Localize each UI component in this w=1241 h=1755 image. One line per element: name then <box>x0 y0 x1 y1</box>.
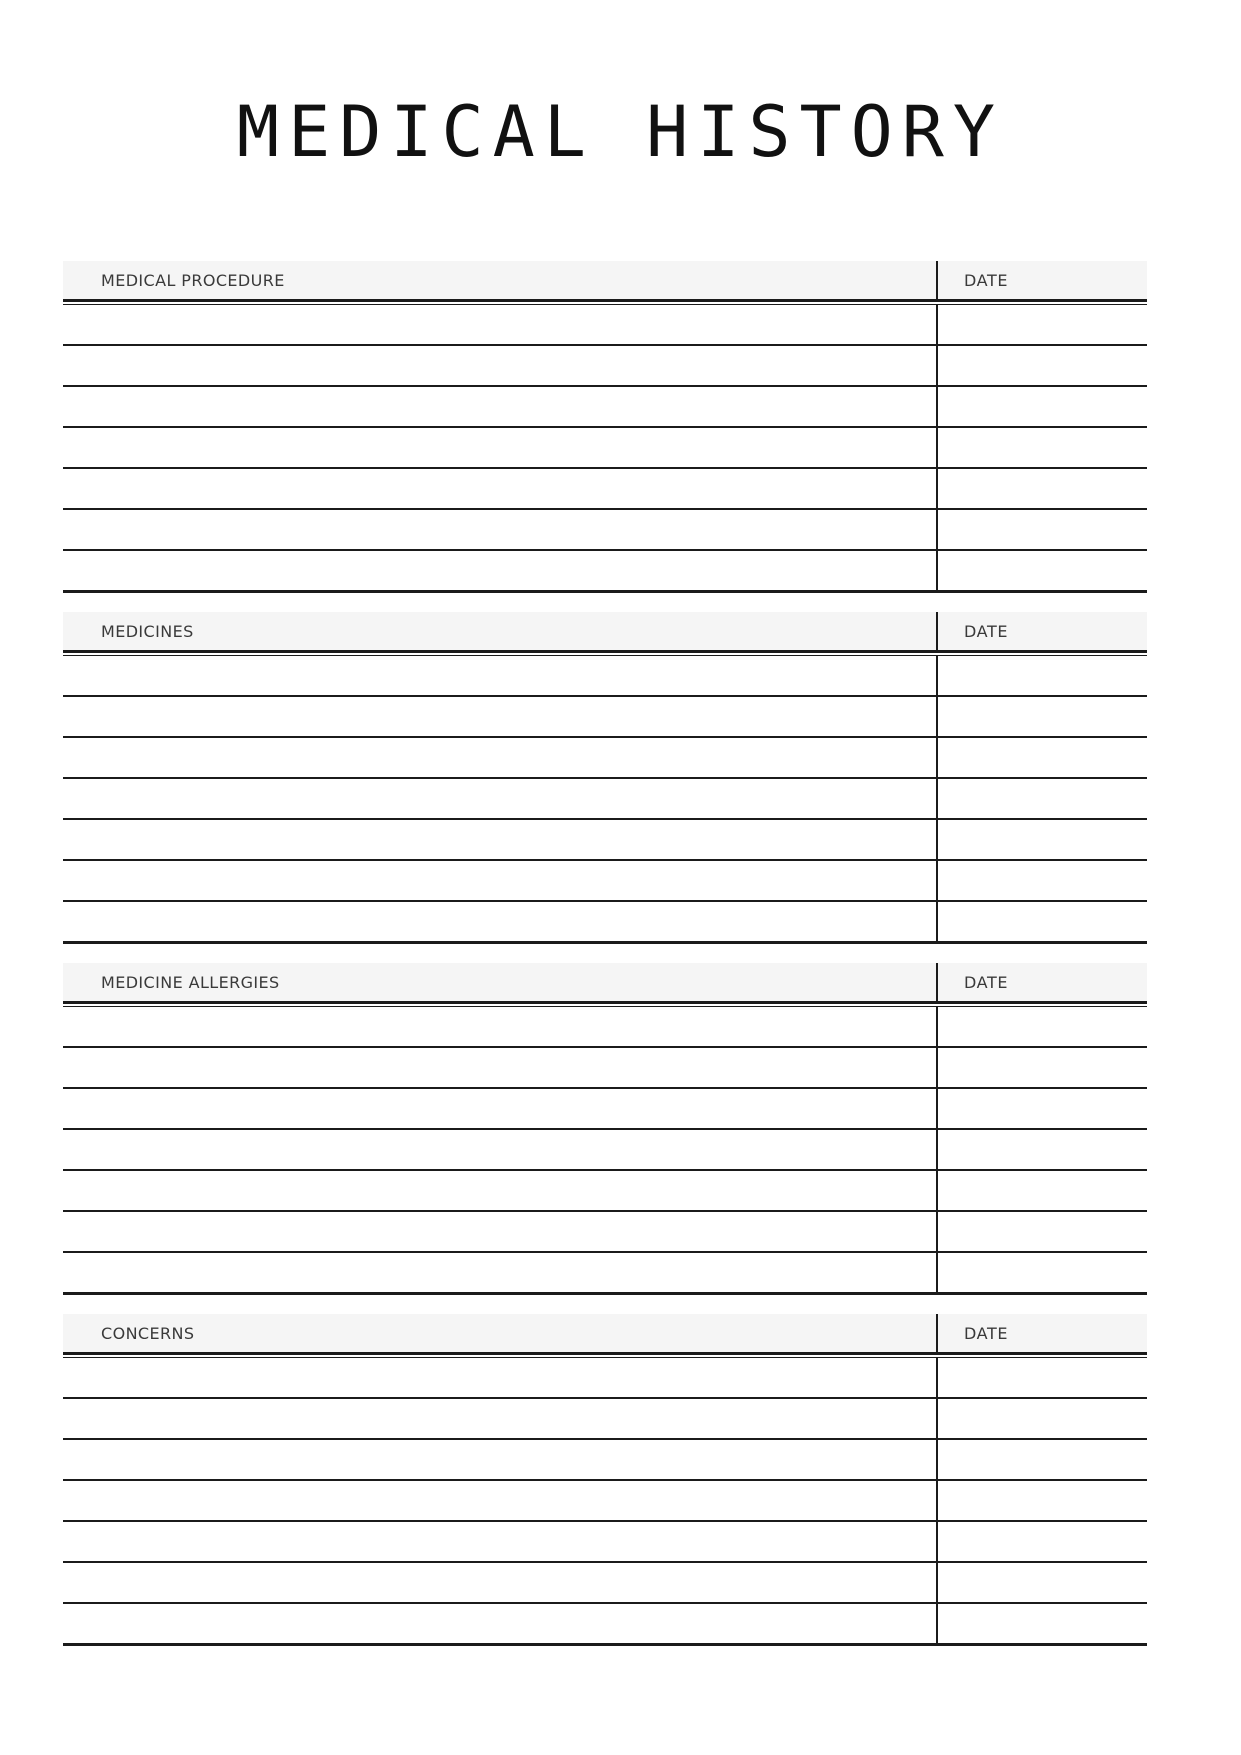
entry-row <box>63 1481 1147 1522</box>
entry-row <box>63 1089 1147 1130</box>
entry-rows <box>63 1357 1147 1646</box>
date-line <box>936 1171 1147 1210</box>
entry-line <box>63 1253 936 1292</box>
section-medicines <box>63 612 1147 944</box>
entry-line <box>63 1048 936 1087</box>
entry-row <box>63 820 1147 861</box>
entry-line <box>63 779 936 818</box>
entry-row <box>63 305 1147 346</box>
date-line <box>936 738 1147 777</box>
date-line <box>936 1253 1147 1292</box>
entry-line <box>63 1007 936 1046</box>
date-line <box>936 551 1147 590</box>
entry-row <box>63 1171 1147 1212</box>
entry-row <box>63 510 1147 551</box>
sections-container <box>63 261 1147 1665</box>
entry-line <box>63 428 936 467</box>
entry-line <box>63 1440 936 1479</box>
entry-line <box>63 820 936 859</box>
entry-row <box>63 779 1147 820</box>
entry-line <box>63 469 936 508</box>
date-column-header: DATE <box>936 1314 1147 1352</box>
date-line <box>936 1522 1147 1561</box>
date-line <box>936 779 1147 818</box>
date-line <box>936 428 1147 467</box>
entry-rows <box>63 1006 1147 1295</box>
entry-row <box>63 1440 1147 1481</box>
entry-line <box>63 305 936 344</box>
entry-rows <box>63 304 1147 593</box>
entry-row <box>63 1604 1147 1646</box>
entry-line <box>63 1358 936 1397</box>
date-line <box>936 346 1147 385</box>
entry-line <box>63 656 936 695</box>
entry-line <box>63 1481 936 1520</box>
entry-row <box>63 697 1147 738</box>
entry-line <box>63 1563 936 1602</box>
section-label: MEDICAL PROCEDURE <box>101 270 285 290</box>
entry-line <box>63 738 936 777</box>
date-line <box>936 861 1147 900</box>
entry-row <box>63 738 1147 779</box>
section-medicine-allergies <box>63 963 1147 1295</box>
entry-line <box>63 510 936 549</box>
date-line <box>936 1563 1147 1602</box>
date-line <box>936 387 1147 426</box>
entry-row <box>63 469 1147 510</box>
entry-row <box>63 346 1147 387</box>
date-line <box>936 510 1147 549</box>
entry-row <box>63 902 1147 944</box>
entry-row <box>63 1048 1147 1089</box>
entry-row <box>63 1399 1147 1440</box>
entry-line <box>63 346 936 385</box>
date-line <box>936 1007 1147 1046</box>
entry-row <box>63 1130 1147 1171</box>
entry-row <box>63 387 1147 428</box>
entry-line <box>63 551 936 590</box>
entry-row <box>63 656 1147 697</box>
entry-line <box>63 1522 936 1561</box>
date-line <box>936 1358 1147 1397</box>
date-line <box>936 469 1147 508</box>
section-header <box>63 612 1147 653</box>
date-column-header: DATE <box>936 612 1147 650</box>
date-line <box>936 902 1147 941</box>
section-header <box>63 261 1147 302</box>
entry-row <box>63 1253 1147 1295</box>
date-line <box>936 1604 1147 1643</box>
date-line <box>936 1212 1147 1251</box>
date-line <box>936 1130 1147 1169</box>
entry-line <box>63 1212 936 1251</box>
section-label: CONCERNS <box>101 1323 195 1343</box>
date-line <box>936 656 1147 695</box>
date-column-header: DATE <box>936 261 1147 299</box>
entry-row <box>63 1212 1147 1253</box>
entry-line <box>63 861 936 900</box>
entry-row <box>63 428 1147 469</box>
date-line <box>936 1440 1147 1479</box>
entry-line <box>63 1130 936 1169</box>
date-line <box>936 305 1147 344</box>
section-header <box>63 963 1147 1004</box>
section-header <box>63 1314 1147 1355</box>
entry-row <box>63 861 1147 902</box>
entry-line <box>63 1171 936 1210</box>
entry-row <box>63 1358 1147 1399</box>
date-line <box>936 1089 1147 1128</box>
section-label: MEDICINES <box>101 621 194 641</box>
entry-row <box>63 1522 1147 1563</box>
entry-line <box>63 697 936 736</box>
date-line <box>936 697 1147 736</box>
entry-line <box>63 1604 936 1643</box>
entry-row <box>63 1563 1147 1604</box>
entry-row <box>63 551 1147 593</box>
entry-row <box>63 1007 1147 1048</box>
section-label: MEDICINE ALLERGIES <box>101 972 280 992</box>
entry-rows <box>63 655 1147 944</box>
date-line <box>936 1399 1147 1438</box>
section-concerns <box>63 1314 1147 1646</box>
page-title: MEDICAL HISTORY <box>236 91 1005 173</box>
date-column-header: DATE <box>936 963 1147 1001</box>
section-medical-procedure <box>63 261 1147 593</box>
entry-line <box>63 1089 936 1128</box>
date-line <box>936 1048 1147 1087</box>
date-line <box>936 820 1147 859</box>
entry-line <box>63 902 936 941</box>
entry-line <box>63 1399 936 1438</box>
date-line <box>936 1481 1147 1520</box>
entry-line <box>63 387 936 426</box>
